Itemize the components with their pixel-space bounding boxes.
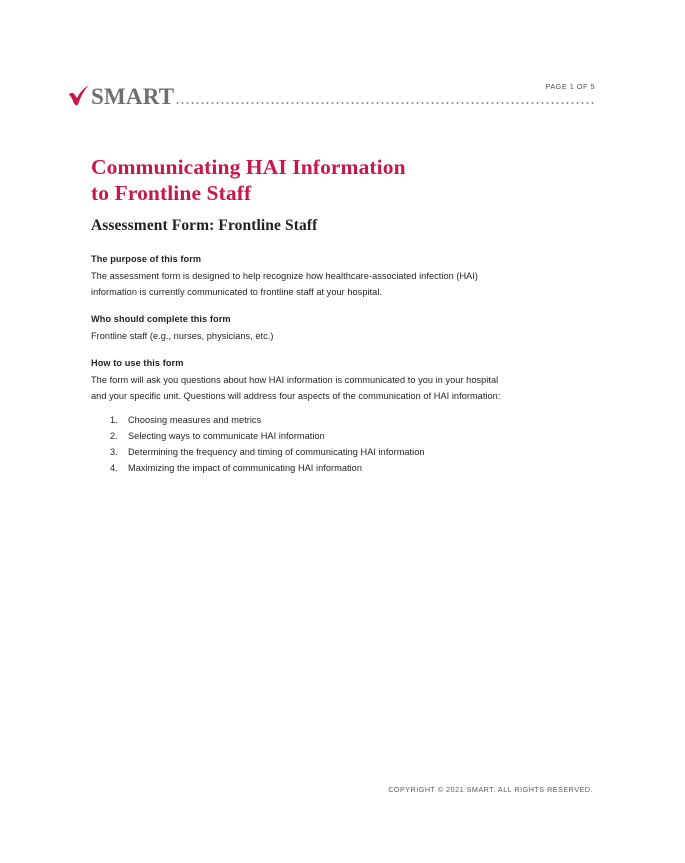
aspects-list <box>91 412 569 476</box>
section-who-heading: Who should complete this form <box>91 314 231 324</box>
footer-copyright: COPYRIGHT © 2021 SMART. ALL RIGHTS RESERVED. <box>388 785 593 794</box>
section-purpose-heading: The purpose of this form <box>91 254 202 264</box>
section-how-to-use-body-line-2: and your specific unit. Questions will address four aspects of the communication of HAI information: <box>91 391 501 401</box>
list-item-label: Determining the frequency and timing of communicating HAI information <box>128 447 425 457</box>
section-purpose <box>91 252 569 300</box>
section-purpose-body-line-1: The assessment form is designed to help recognize how healthcare-associated infection (HAI) <box>91 271 479 281</box>
document-body <box>91 252 569 476</box>
page-number-label: PAGE 1 OF 5 <box>545 82 595 91</box>
list-item-label: Maximizing the impact of communicating HAI information <box>128 463 363 473</box>
page-subtitle: Assessment Form: Frontline Staff <box>91 216 318 234</box>
list-item <box>91 444 569 460</box>
section-who-body <box>91 328 569 344</box>
list-item <box>91 460 569 476</box>
section-who <box>91 312 569 344</box>
list-item-number: 4. <box>110 463 118 473</box>
list-item-number: 3. <box>110 447 118 457</box>
list-item-label: Choosing measures and metrics <box>128 415 262 425</box>
list-item <box>91 428 569 444</box>
smart-wordmark: SMART <box>91 83 175 109</box>
page-title-line-1: Communicating HAI Information <box>91 155 406 180</box>
section-purpose-body <box>91 268 569 300</box>
list-item-label: Selecting ways to communicate HAI information <box>128 431 325 441</box>
smart-logo <box>68 82 174 108</box>
section-how-to-use-body <box>91 372 569 404</box>
list-item-number: 1. <box>110 415 118 425</box>
section-purpose-body-line-2: information is currently communicated to frontline staff at your hospital. <box>91 287 383 297</box>
list-item-number: 2. <box>110 431 118 441</box>
section-how-to-use-body-line-1: The form will ask you questions about how HAI information is communicated to you in your hospital <box>91 375 499 385</box>
section-who-body-line-1: Frontline staff (e.g., nurses, physicians, etc.) <box>91 331 274 341</box>
list-item <box>91 412 569 428</box>
checkmark-icon <box>68 85 90 106</box>
page-header <box>68 82 595 112</box>
section-how-to-use-heading: How to use this form <box>91 358 184 368</box>
page-title <box>91 154 571 206</box>
section-how-to-use <box>91 356 569 476</box>
page-title-line-2: to Frontline Staff <box>91 181 252 206</box>
header-dotted-rule <box>175 102 595 104</box>
